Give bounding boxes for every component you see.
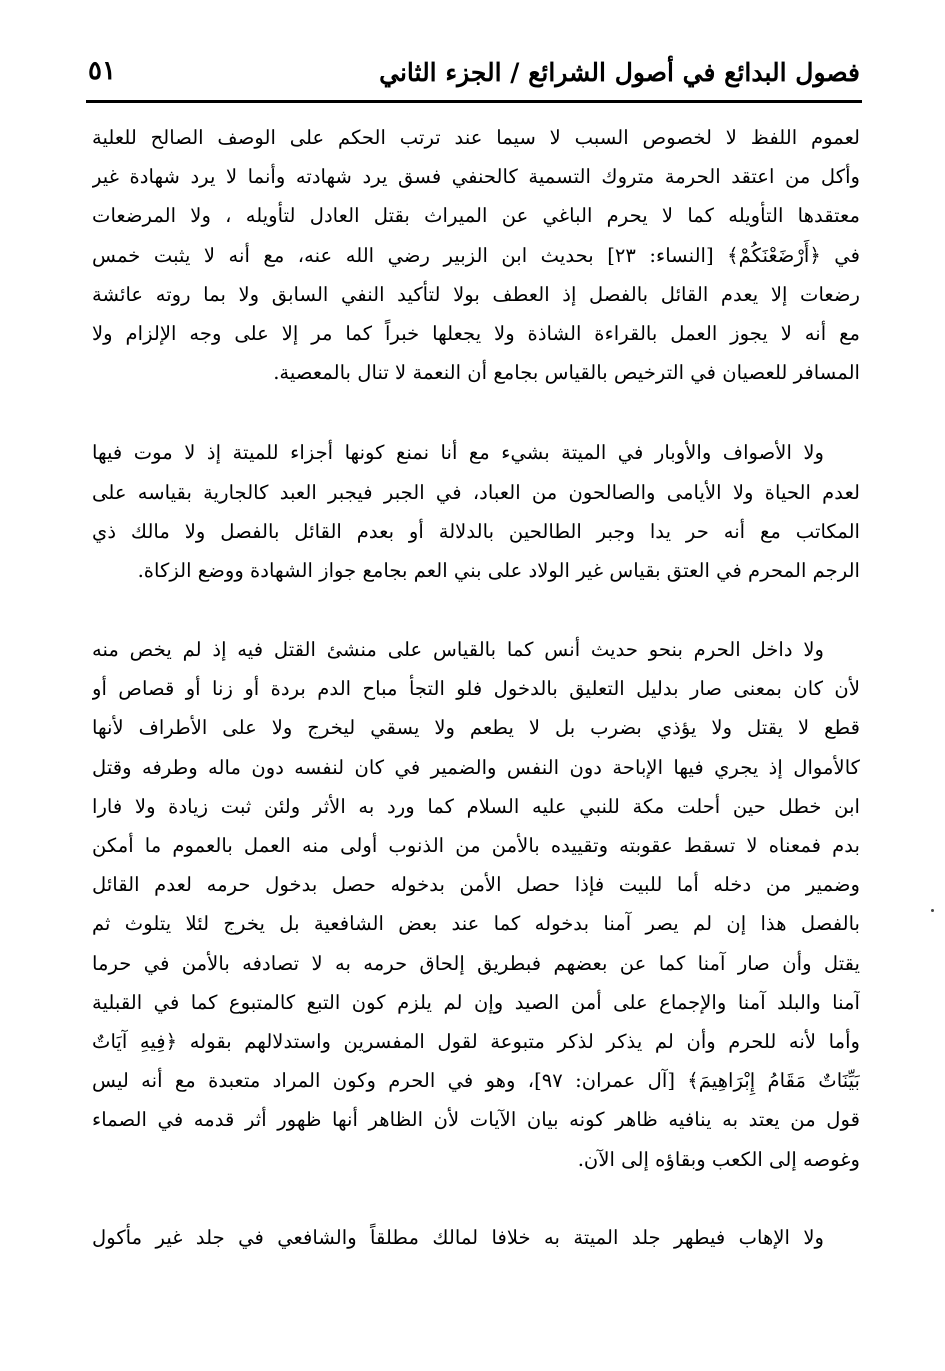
text-line: ولا الإهاب فيطهر جلد الميتة به خلافا لمالك مطلقاً والشافعي في جلد غير مأكول [92,1225,824,1249]
page-body [92,118,860,1257]
paragraph-1 [92,118,860,392]
text-line: بَيِّنَاتٌ مَقَامُ إِبْرَاهِيمَ﴾ [آل عمران: ٩٧]، وهو في الحرم وكون المراد متعبدة مع أنه ليس [92,1069,860,1093]
paragraph-3 [92,630,860,1179]
text-line: قطع لا يقتل ولا يؤذي بضرب بل لا يطعم ولا يسقي ليخرج ولا على الأطراف لأنها [92,716,860,740]
paragraph-4 [92,1218,860,1257]
text-line: وضمير من دخله أما للبيت فإذا حصل الأمن بدخوله حصل بدخول حرمه لعدم القائل [92,873,860,897]
text-line: الرجم المحرم في العتق بقياس غير الولاد على بني العم بجامع جواز الشهادة ووضع الزكاة. [137,558,860,582]
paragraph-2 [92,433,860,590]
text-line: المسافر للعصيان في الترخيص بالقياس بجامع أن النعمة لا تنال بالمعصية. [273,361,860,385]
text-line: ولا داخل الحرم بنحو حديث أنس كما بالقياس على منشئ القتل فيه إذ لم يخص منه [92,638,824,662]
paragraph-spacer [92,1179,860,1218]
page-number: ٥١ [88,56,116,86]
text-line: لأن كان بمعنى صار بدليل التعليق بالدخول فلو التجأ مباح الدم بردة أو زنا أو قصاص أو [92,677,860,701]
text-line: كالأموال إذ يجري فيها الإباحة دون النفس والضمير في كان لنفسه دون ماله وطرفه وقتل [92,755,860,779]
text-line: بدم فمعناه لا تسقط عقوبته وتقييده بالأمن من الذنوب أولى منه العمل بالعموم ما أمكن [92,834,860,857]
text-line: آمنا والبلد آمنا والإجماع على أمن الصيد وإن لم يلزم كون التبع كالمتبوع كما في القبلية [92,990,860,1014]
text-line: المكاتب مع أنه حر يدا وجبر الطالحين بالدلالة أو بعدم القائل بالفصل ولا مالك ذي [92,519,860,543]
text-line: في ﴿أَرْضَعْنَكُمْ﴾ [النساء: ٢٣] بحديث ابن الزبير رضي الله عنه، مع أنه لا يثبت خمس [92,243,860,267]
text-line: ابن خطل حين أحلت مكة للنبي عليه السلام كما ورد به الأثر ولئن ثبت زيادة ولا فارا [92,794,860,818]
text-line: مع أنه لا يجوز العمل بالقراءة الشاذة ولا يجعلها خبراً كما مر إلا على وجه الإلزام ولا [92,321,860,345]
header-divider [86,100,862,103]
margin-speck [931,909,934,912]
running-header [88,52,860,98]
text-line: وغوصه إلى الكعب وبقاؤه إلى الآن. [577,1147,860,1171]
paragraph-spacer [92,392,860,433]
text-line: وأما لأنه للحرم وأن لم يذكر لذكر متبوعة لقول المفسرين واستدلالهم بقوله ﴿فِيهِ آيَاتٌ [92,1029,860,1053]
text-line: وأكل من اعتقد الحرمة متروك التسمية كالحنفي فسق يرد شهادته وأنما لا يرد شهادة غير [92,165,860,189]
paragraph-spacer [92,590,860,630]
text-line: معتقدها التأويله كما لا يحرم الباغي عن الميراث بقتل العادل لتأويله ، ولا المرضعات [92,204,860,228]
text-line: بالفصل هذا إن لم يصر آمنا بدخوله كما عند بعض الشافعية بل يخرج لئلا يتلوث ثم [92,912,860,936]
text-line: ولا الأصواف والأوبار في الميتة بشيء مع أنا نمنع كونها أجزاء للميتة إذ لا موت فيها [92,441,824,465]
text-line: لعموم اللفظ لا لخصوص السبب لا سيما عند ترتب الحكم على الوصف الصالح للعلية [92,126,860,149]
text-line: يقتل وأن صار آمنا كما عن بعضهم فبطريق إلحاق حرمه به لا تصادفه بالأمن في حرما [92,951,860,975]
text-line: رضعات إلا يعدم القائل بالفصل إذ العطف بولا لتأكيد النفي السابق ولا بما روته عائشة [92,282,860,306]
text-line: قول من يعتد به ينافيه ظاهر كونه بيان الآيات لأن الظاهر أنها ظهور أثر قدمه في الصماء [92,1108,860,1132]
text-line: لعدم الحياة ولا الأيامى والصالحون من العباد، في الجبر فيجبر العبد كالجارية بقياسه على [92,480,860,504]
header-title: فصول البدائع في أصول الشرائع / الجزء الثاني [379,58,860,87]
